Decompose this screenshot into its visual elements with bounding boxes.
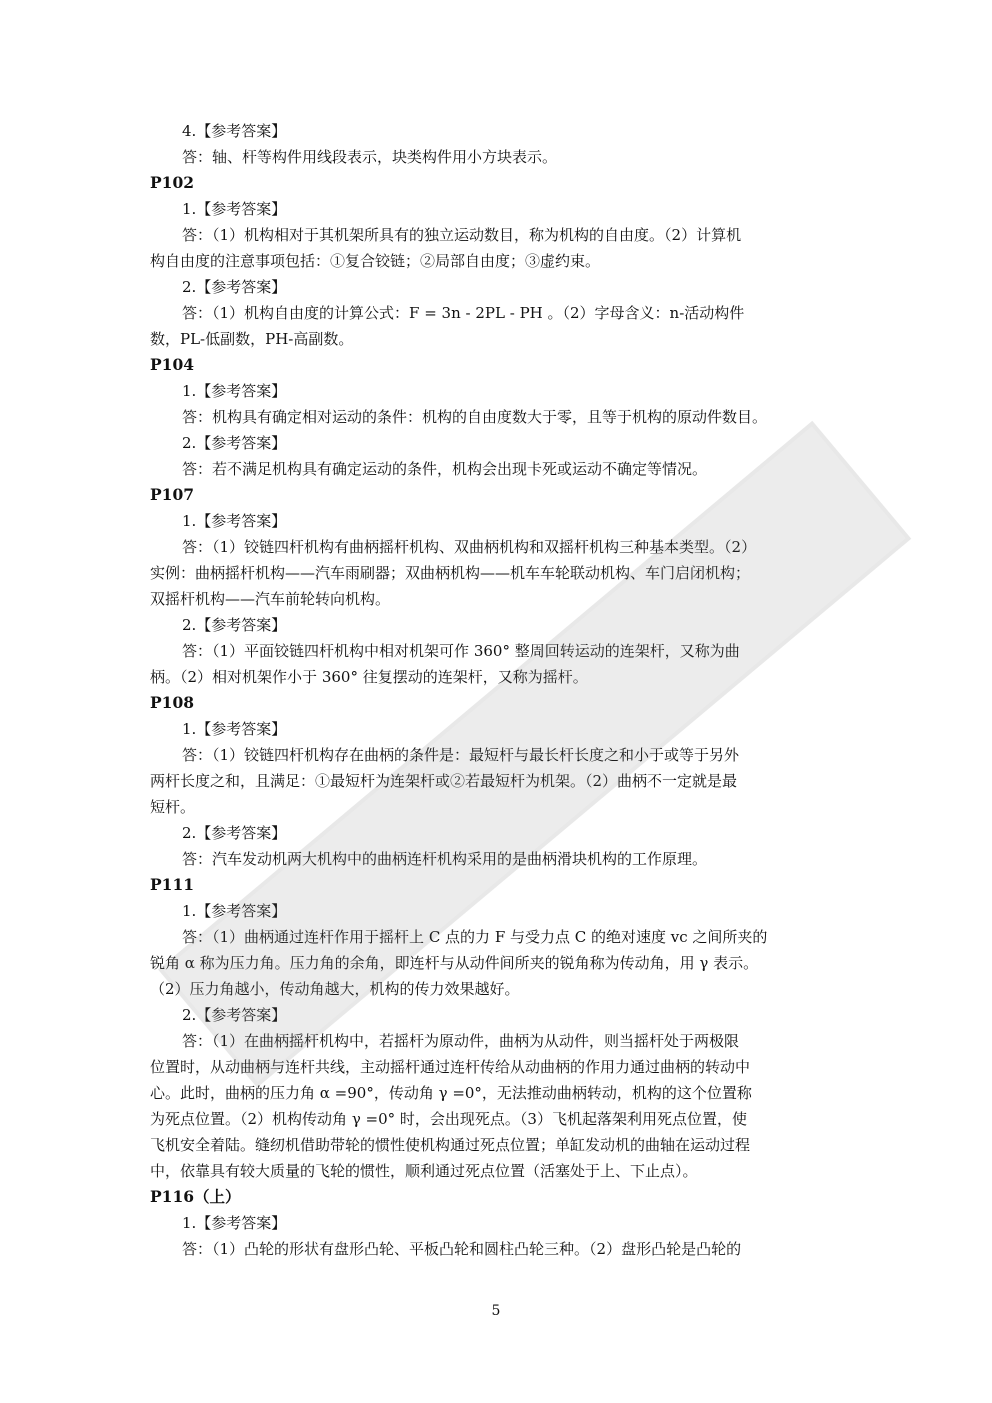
answer-label: 1.【参考答案】 (182, 382, 287, 400)
answer-text: 答：（1）平面铰链四杆机构中相对机架可作 360° 整周回转运动的连架杆，又称为曲 (182, 642, 740, 660)
answer-text: 答：汽车发动机两大机构中的曲柄连杆机构采用的是曲柄滑块机构的工作原理。 (182, 850, 708, 868)
answer-text-continued: 飞机安全着陆。缝纫机借助带轮的惯性使机构通过死点位置；单缸发动机的曲轴在运动过程 (150, 1136, 751, 1154)
section-heading: P104 (150, 355, 195, 374)
answer-label: 4.【参考答案】 (182, 122, 287, 140)
answer-text: 答：（1）铰链四杆机构有曲柄摇杆机构、双曲柄机构和双摇杆机构三种基本类型。（2） (182, 538, 757, 556)
answer-text: 答：若不满足机构具有确定运动的条件，机构会出现卡死或运动不确定等情况。 (182, 460, 708, 478)
answer-label: 1.【参考答案】 (182, 200, 287, 218)
answer-text: 答：机构具有确定相对运动的条件：机构的自由度数大于零，且等于机构的原动件数目。 (182, 408, 768, 426)
section-heading: P102 (150, 173, 195, 192)
section-heading: P107 (150, 485, 195, 504)
answer-label: 2.【参考答案】 (182, 824, 287, 842)
answer-label: 2.【参考答案】 (182, 434, 287, 452)
answer-label: 1.【参考答案】 (182, 1214, 287, 1232)
section-heading: P111 (150, 875, 195, 894)
answer-text: 答：（1）曲柄通过连杆作用于摇杆上 C 点的力 F 与受力点 C 的绝对速度 vc 之间所夹的 (182, 928, 768, 946)
answer-text-continued: 构自由度的注意事项包括：①复合铰链；②局部自由度；③虚约束。 (150, 252, 601, 270)
answer-text: 答：（1）机构相对于其机架所具有的独立运动数目，称为机构的自由度。（2）计算机 (182, 226, 742, 244)
answer-label: 2.【参考答案】 (182, 616, 287, 634)
answer-text-continued: 两杆长度之和，且满足：①最短杆为连架杆或②若最短杆为机架。（2）曲柄不一定就是最 (150, 772, 738, 790)
answer-label: 1.【参考答案】 (182, 512, 287, 530)
answer-text-continued: 位置时，从动曲柄与连杆共线，主动摇杆通过连杆传给从动曲柄的作用力通过曲柄的转动中 (150, 1058, 751, 1076)
section-heading: P108 (150, 693, 195, 712)
answer-text-continued: 心。此时，曲柄的压力角 α =90°，传动角 γ =0°，无法推动曲柄转动，机构的这个位置称 (150, 1084, 752, 1102)
answer-label: 2.【参考答案】 (182, 1006, 287, 1024)
section-heading: P116（上） (150, 1187, 241, 1206)
answer-text: 答：（1）机构自由度的计算公式：F = 3n - 2PL - PH 。（2）字母含义：n-活动构件 (182, 304, 745, 322)
answer-text-continued: 柄。（2）相对机架作小于 360° 往复摆动的连架杆，又称为摇杆。 (150, 668, 588, 686)
answer-text-continued: 锐角 α 称为压力角。压力角的余角，即连杆与从动件间所夹的锐角称为传动角，用 γ 表示。 (150, 954, 759, 972)
answer-text-continued: 实例：曲柄摇杆机构——汽车雨刷器；双曲柄机构——机车车轮联动机构、车门启闭机构； (150, 564, 751, 582)
answer-text-continued: （2）压力角越小，传动角越大，机构的传力效果越好。 (150, 980, 520, 998)
answer-label: 1.【参考答案】 (182, 720, 287, 738)
answer-text: 答：轴、杆等构件用线段表示，块类构件用小方块表示。 (182, 148, 558, 166)
answer-label: 1.【参考答案】 (182, 902, 287, 920)
answer-text-continued: 双摇杆机构——汽车前轮转向机构。 (150, 590, 391, 608)
answer-text-continued: 中，依靠具有较大质量的飞轮的惯性，顺利通过死点位置（活塞处于上、下止点）。 (150, 1162, 698, 1180)
answer-text: 答：（1）凸轮的形状有盘形凸轮、平板凸轮和圆柱凸轮三种。（2）盘形凸轮是凸轮的 (182, 1240, 742, 1258)
answer-text: 答：（1）铰链四杆机构存在曲柄的条件是：最短杆与最长杆长度之和小于或等于另外 (182, 746, 740, 764)
page-number: 5 (491, 1303, 501, 1319)
answer-text-continued: 数，PL-低副数，PH-高副数。 (150, 330, 354, 348)
answer-label: 2.【参考答案】 (182, 278, 287, 296)
answer-text-continued: 短杆。 (150, 798, 196, 816)
answer-text: 答：（1）在曲柄摇杆机构中，若摇杆为原动件，曲柄为从动件，则当摇杆处于两极限 (182, 1032, 740, 1050)
answer-text-continued: 为死点位置。（2）机构传动角 γ =0° 时，会出现死点。（3）飞机起落架利用死点位置，使 (150, 1110, 747, 1128)
